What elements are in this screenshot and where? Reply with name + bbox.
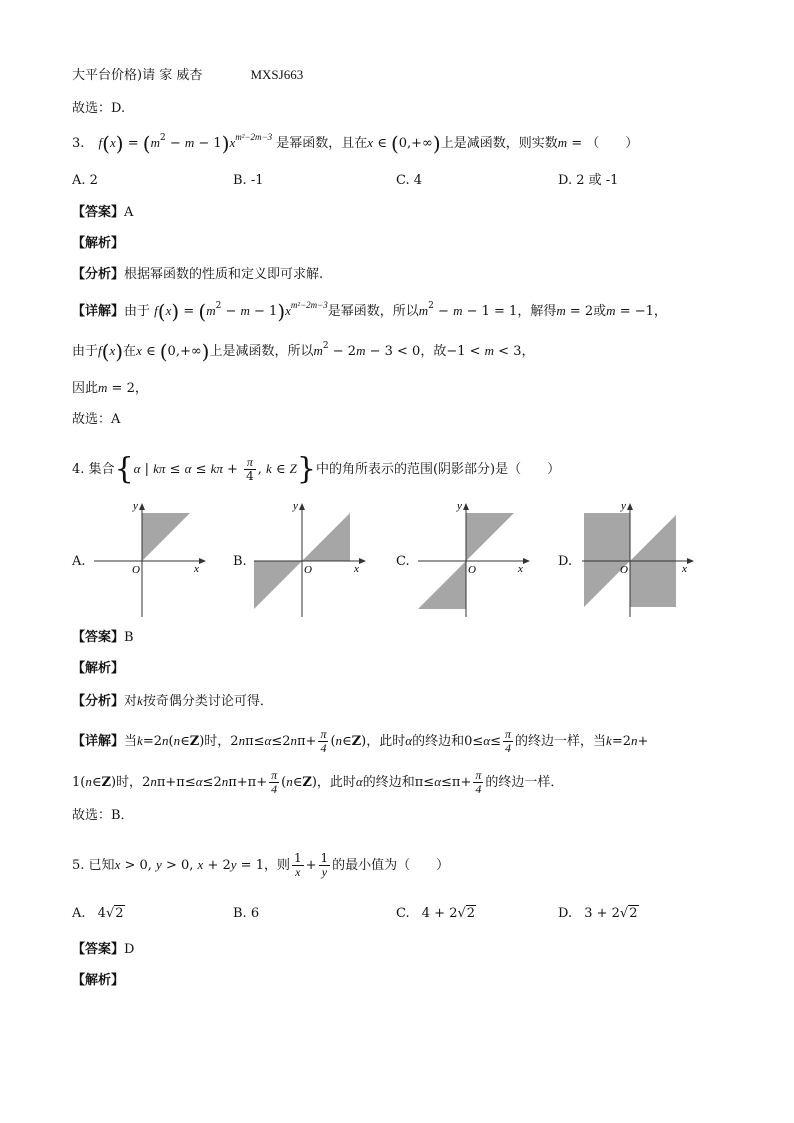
text: 是幂函数，所以 [327,304,419,319]
answer-value: D [124,942,135,957]
text: 的终边一样． [485,775,564,790]
q4-option-c-figure [410,497,540,621]
q5-option-a: A. 4√2 [72,906,124,921]
text: 在 [123,344,137,359]
option-label: A. [72,906,86,921]
q4-answer [72,629,134,647]
q5-lead: 已知 [88,858,115,873]
source-text: 大平台价格)请 家 威杏 [72,68,203,83]
q4-option-d-figure [574,497,704,621]
q4-option-b-figure [246,497,376,621]
q4-option-d-label: D. [558,554,573,569]
fenxi-tag: 【分析】 [72,267,125,282]
q3-option-d: D. 2 或 -1 [558,173,619,188]
text: 由于 [72,344,99,359]
text: 对 [124,694,138,709]
q4-fenxi: 【分析】对k按奇偶分类讨论可得． [72,693,273,709]
q3-xiangjie-1: 【详解】由于 $f(x) = (m^2 - m - 1)x^{m^2-2m-3}$是幂函数，所以$m^2 - m - 1 = 1$，解得m = 2或m = −1， [72,299,667,324]
answer-tag: 【答案】 [72,630,125,645]
text: 时， [116,775,143,790]
q3-stem: 3. $f(x) = (m^2 - m - 1)x^{m^2-2m-3}$ 是幂函数，且在x ∈ (0,+∞)上是减函数，则实数m = （ ） [72,131,639,156]
text: 按奇偶分类讨论可得． [142,694,273,709]
q3-xiangjie-3: 因此m = 2， [72,380,148,396]
q3-jiexi: 【解析】 [72,236,125,251]
q4-option-a-figure [86,497,216,621]
answer-value: A [124,205,134,220]
q4-stem-text: 中的角所表示的范围(阴影部分)是（ ） [315,462,561,477]
fenxi-tag: 【分析】 [72,694,125,709]
x-axis-label: x [354,563,359,575]
y-axis-label: y [457,500,462,512]
origin-label: O [304,564,312,576]
q3-option-b: B. -1 [233,173,264,188]
q5-stem: 5. 已知x > 0, y > 0, x + 2y = 1，则 $\frac{1}{x}$ + $\frac{1}{y}$ 的最小值为（ ） [72,851,450,879]
q3-option-a: A. 2 [72,173,98,188]
q5-option-c: C. 4 + 2√2 [396,906,476,921]
q3-conclusion: 故选：A [72,412,121,427]
text: ，故 [420,344,447,359]
x-axis-label: x [194,563,199,575]
source-line [72,66,303,85]
q3-blank: （ ） [586,136,639,151]
text: 的终边和 [362,775,415,790]
text: 因此 [72,381,99,396]
q5-option-d: D. 3 + 2√2 [558,906,638,921]
q3-fenxi [72,266,323,284]
q4-jiexi: 【解析】 [72,661,125,676]
y-axis-label: y [133,500,138,512]
fenxi-text: 根据幂函数的性质和定义即可求解. [124,267,324,282]
q3-answer [72,204,133,222]
option-label: C. [396,906,410,921]
text: 上是减函数，所以 [209,344,314,359]
text: 由于 [124,304,151,319]
q4-conclusion: 故选：B． [72,808,134,823]
x-axis-label: x [682,563,687,575]
q4-stem: 4. 集合{α | kπ ≤ α ≤ kπ + $\frac{\pi}{4}$ , k ∈ Z}中的角所表示的范围(阴影部分)是（ ） [72,451,561,487]
y-axis-label: y [621,500,626,512]
q4-xiangjie-2: 1(n∈Z)时，2nπ+π≤α≤2nπ+π+ $\frac{\pi}{4}$ (n∈Z)，此时α的终边和π≤α≤π+ $\frac{\pi}{4}$ 的终边一样． [72,768,564,796]
y-axis-label: y [293,500,298,512]
q3-option-c: C. 4 [396,173,423,188]
q4-option-a-label: A. [72,554,86,569]
text: 时， [204,734,231,749]
q3-stem-text: 是幂函数，且在 [276,136,368,151]
origin-label: O [132,564,140,576]
answer-value: B [124,630,134,645]
xiangjie-tag: 【详解】 [72,304,125,319]
q4-xiangjie-1: 【详解】当k=2n(n∈Z)时，2nπ≤α≤2nπ+ $\frac{\pi}{4}$ (n∈Z)，此时α的终边和0≤α≤ $\frac{\pi}{4}$ 的终边一样，当k=2n+ [72,727,649,755]
text: 的终边和 [412,734,465,749]
text: 当 [124,734,138,749]
q3-stem-text-2: 上是减函数，则实数 [440,136,558,151]
answer-tag: 【答案】 [72,205,125,220]
origin-label: O [468,564,476,576]
q5-jiexi: 【解析】 [72,973,125,988]
q5-number: 5. [72,858,85,873]
q3-number: 3. [72,136,85,151]
xiangjie-tag: 【详解】 [72,734,125,749]
q5-mid: ，则 [263,858,290,873]
q5-stem-text: 的最小值为（ ） [332,858,450,873]
origin-label: O [620,564,628,576]
q3-xiangjie-2: 由于f(x)在x ∈ (0,+∞)上是减函数，所以$m^2 - 2m - 3 < 0$，故−1 < m < 3， [72,339,535,364]
q4-option-b-label: B. [233,554,247,569]
x-axis-label: x [518,563,523,575]
text: 的终边一样，当 [515,734,607,749]
q4-lead: 集合 [88,462,115,477]
text: ，此时 [316,775,356,790]
source-code: MXSJ663 [250,67,304,82]
answer-tag: 【答案】 [72,942,125,957]
q5-answer [72,941,134,959]
q2-conclusion: 故选：D. [72,101,126,116]
q4-number: 4. [72,462,85,477]
text: ，此时 [366,734,406,749]
q4-option-c-label: C. [396,554,410,569]
text: 或 [593,304,607,319]
q5-option-b: B. 6 [233,906,260,921]
text: ，解得 [517,304,557,319]
option-label: D. [558,906,573,921]
